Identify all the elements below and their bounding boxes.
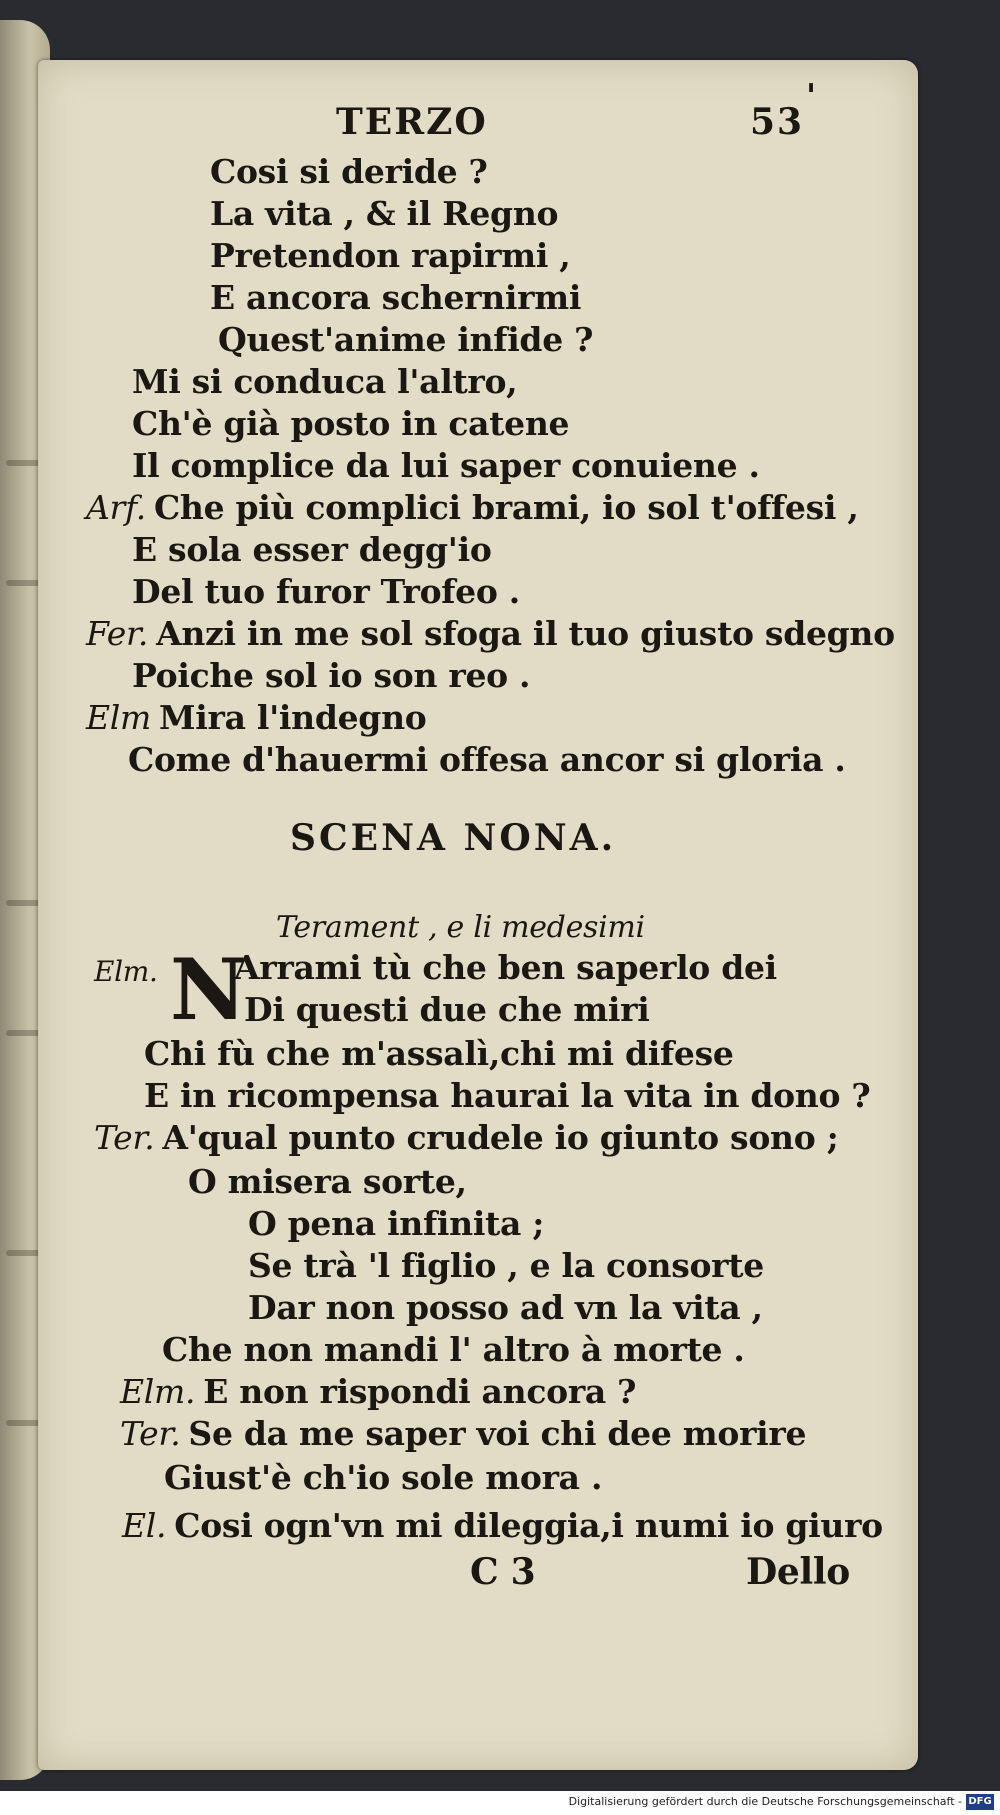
verse-line: Del tuo furor Trofeo . <box>132 572 520 611</box>
running-head: TERZO <box>336 101 488 143</box>
verse-line: Il complice da lui saper conuiene . <box>132 446 760 485</box>
dfg-logo: DFG <box>966 1794 994 1810</box>
speaker-label: Elm. <box>120 1372 196 1411</box>
verse-line: Chi fù che m'assalì,chi mi difese <box>144 1034 734 1073</box>
drop-cap: N <box>170 940 247 1039</box>
scene-title: SCENA NONA. <box>290 817 617 859</box>
speaker-label: Elm <box>86 698 152 737</box>
verse-line: Quest'anime infide ? <box>218 320 594 359</box>
book-page <box>38 60 918 1770</box>
speaker-label: El. <box>122 1506 167 1545</box>
verse-line: Che non mandi l' altro à morte . <box>162 1330 745 1369</box>
verse-line: E ancora schernirmi <box>210 278 582 317</box>
speaker-label: Ter. <box>94 1118 155 1157</box>
verse-line: Cosi si deride ? <box>210 152 488 191</box>
verse-line: O misera sorte, <box>188 1162 467 1201</box>
speaker-label: Fer. <box>86 614 149 653</box>
verse-line: Giust'è ch'io sole mora . <box>164 1458 603 1497</box>
speech-line: Ter. Se da me saper voi chi dee morire <box>120 1414 807 1453</box>
speaker-label: Elm. <box>94 955 158 988</box>
verse-line: La vita , & il Regno <box>210 194 559 233</box>
scene-persons: Terament , e li medesimi <box>276 910 645 945</box>
speech-line: Elm Mira l'indegno <box>86 698 427 737</box>
verse-line: E in ricompensa haurai la vita in dono ? <box>144 1076 871 1115</box>
verse-line: Come d'hauermi offesa ancor si gloria . <box>128 740 846 779</box>
corner-mark: ' <box>806 76 816 115</box>
page-number: 53 <box>750 101 805 143</box>
verse-line: Pretendon rapirmi , <box>210 236 571 275</box>
verse-line: Dar non posso ad vn la vita , <box>248 1288 763 1327</box>
verse-line: Arrami tù che ben saperlo dei <box>234 948 777 987</box>
speech-line: El. Cosi ogn'vn mi dileggia,i numi io giuro <box>122 1506 883 1545</box>
speech-line: Arf. Che più complici brami, io sol t'offesi , <box>86 488 859 527</box>
verse-line: Di questi due che miri <box>244 990 650 1029</box>
catchword: Dello <box>746 1551 850 1593</box>
speech-line: Elm. E non rispondi ancora ? <box>120 1372 637 1411</box>
verse-line: E sola esser degg'io <box>132 530 492 569</box>
verse-line: O pena infinita ; <box>248 1204 545 1243</box>
footer-credit: Digitalisierung gefördert durch die Deutsche Forschungsgemeinschaft - <box>568 1795 962 1808</box>
footer-bar <box>0 1791 1000 1815</box>
verse-line: Poiche sol io son reo . <box>132 656 531 695</box>
speech-line: Ter. A'qual punto crudele io giunto sono ; <box>94 1118 839 1157</box>
verse-line: Se trà 'l figlio , e la consorte <box>248 1246 764 1285</box>
verse-line: Ch'è già posto in catene <box>132 404 570 443</box>
speaker-label: Ter. <box>120 1414 181 1453</box>
verse-line: Mi si conduca l'altro, <box>132 362 518 401</box>
speech-line: Fer. Anzi in me sol sfoga il tuo giusto sdegno <box>86 614 895 653</box>
speaker-label: Arf. <box>86 488 146 527</box>
signature-mark: C 3 <box>470 1551 536 1593</box>
